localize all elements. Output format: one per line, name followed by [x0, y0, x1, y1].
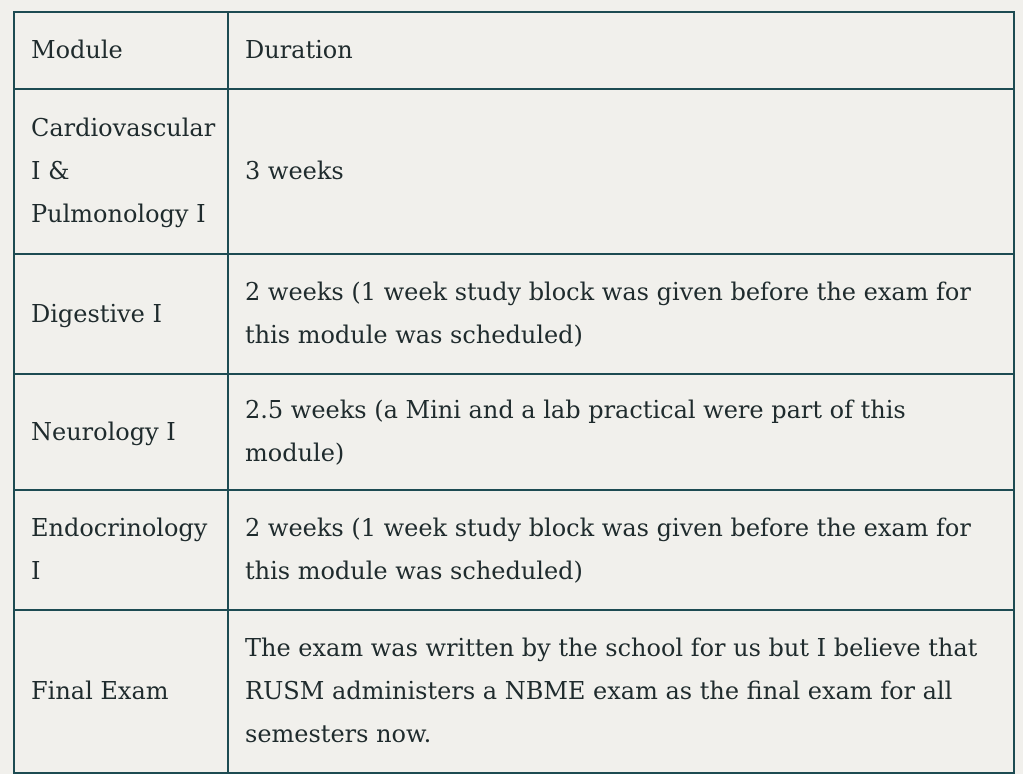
- module-cell: Final Exam: [14, 610, 228, 773]
- module-cell: Endocrinology I: [14, 490, 228, 610]
- duration-cell: 2.5 weeks (a Mini and a lab practical were part of this module): [228, 374, 1014, 490]
- module-cell: Neurology I: [14, 374, 228, 490]
- duration-cell: 3 weeks: [228, 89, 1014, 254]
- module-duration-table: [13, 11, 1015, 774]
- header-duration: Duration: [228, 12, 1014, 89]
- table-header-row: [14, 12, 1014, 89]
- header-module: Module: [14, 12, 228, 89]
- module-cell: Cardiovascular I & Pulmonology I: [14, 89, 228, 254]
- table-row: [14, 374, 1014, 490]
- table-row: [14, 254, 1014, 374]
- module-table-container: [13, 11, 1013, 774]
- table-row: [14, 490, 1014, 610]
- module-cell: Digestive I: [14, 254, 228, 374]
- duration-cell: 2 weeks (1 week study block was given before the exam for this module was scheduled): [228, 254, 1014, 374]
- table-row: [14, 89, 1014, 254]
- table-row: [14, 610, 1014, 773]
- duration-cell: 2 weeks (1 week study block was given before the exam for this module was scheduled): [228, 490, 1014, 610]
- duration-cell: The exam was written by the school for us but I believe that RUSM administers a NBME exam as the final exam for all semesters now.: [228, 610, 1014, 773]
